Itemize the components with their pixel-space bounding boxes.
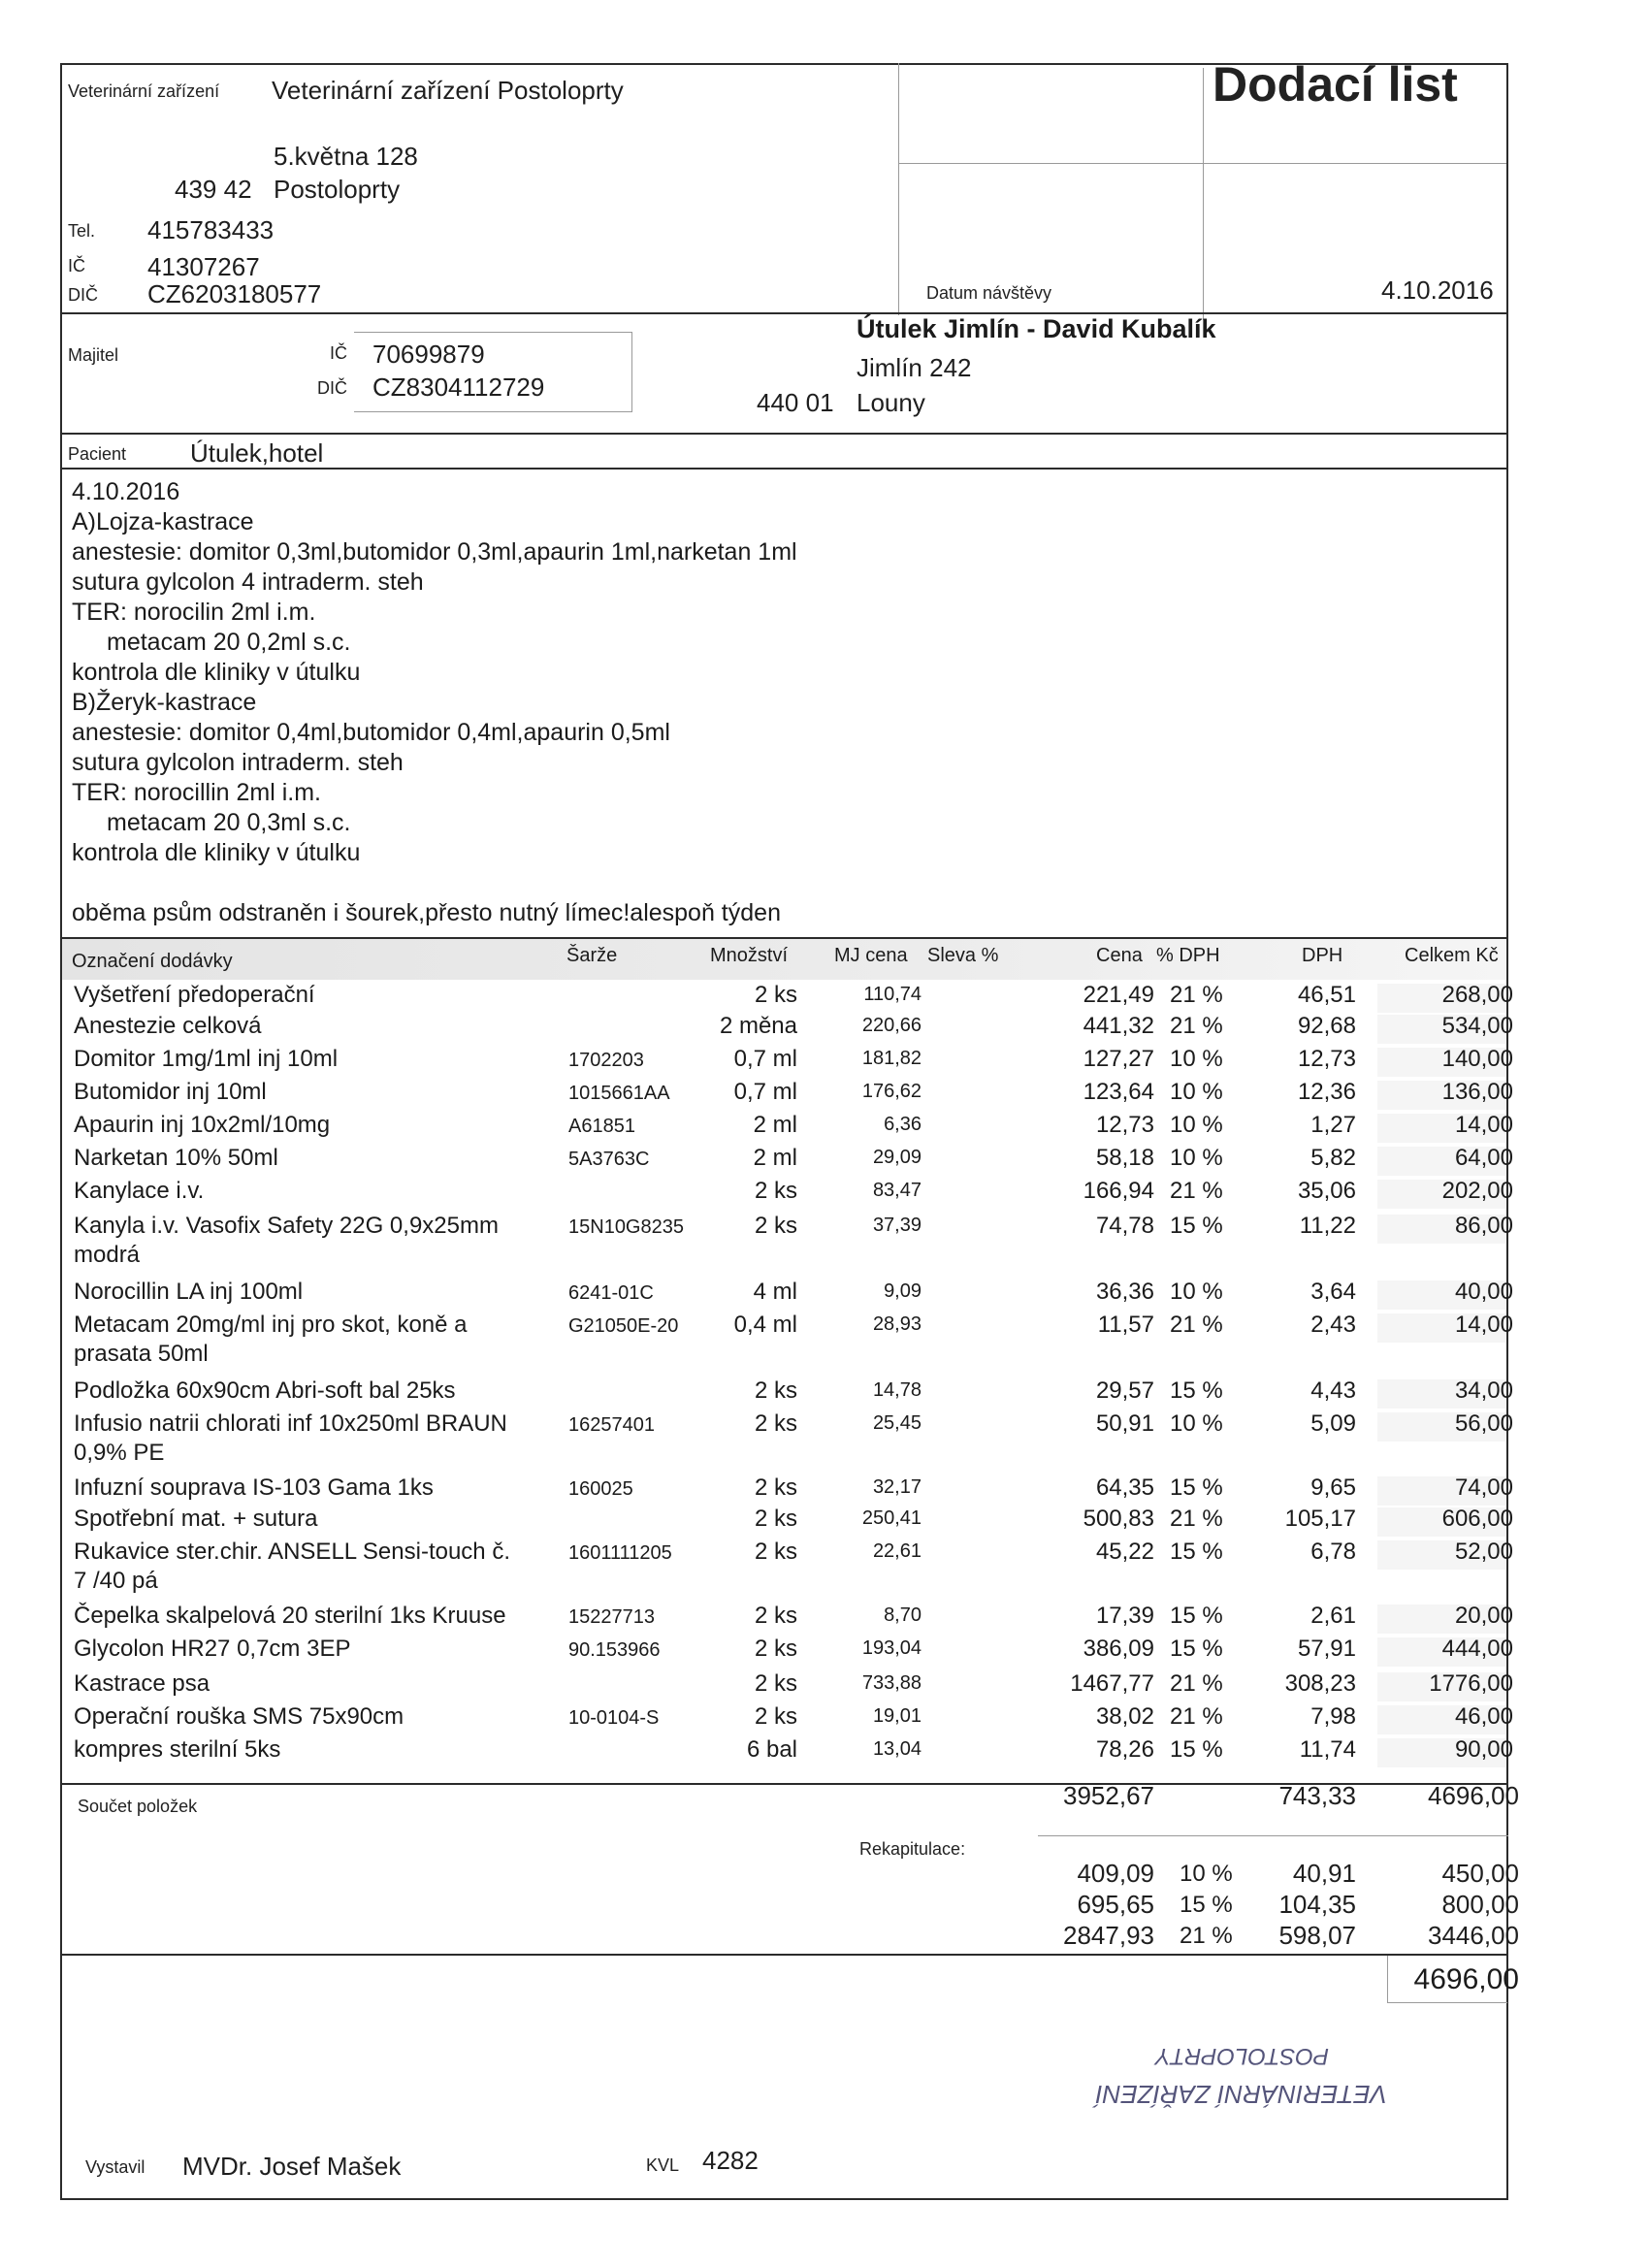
clinic-tel: 415783433: [147, 215, 275, 244]
table-cell-vat: 92,68: [1297, 1013, 1356, 1039]
recap-price: 2847,93: [1063, 1921, 1154, 1950]
kvl-label: KVL: [646, 2155, 680, 2175]
note-line: metacam 20 0,2ml s.c.: [107, 629, 351, 656]
owner-label: Majitel: [68, 345, 119, 365]
table-cell-qty: 2 ks: [754, 1670, 797, 1697]
table-cell-qty: 2 ml: [753, 1145, 797, 1171]
table-cell-name-cont: prasata 50ml: [74, 1341, 209, 1367]
recap-vat-pct: 15 %: [1180, 1892, 1233, 1918]
table-cell-unit-price: 733,88: [861, 1672, 922, 1694]
table-cell-total: 136,00: [1441, 1079, 1513, 1105]
total-cell-bg: [1377, 1379, 1505, 1409]
table-cell-total: 202,00: [1441, 1178, 1513, 1204]
table-cell-unit-price: 22,61: [872, 1540, 922, 1562]
table-cell-vat: 57,91: [1297, 1636, 1356, 1662]
table-cell-qty: 2 ks: [754, 1410, 797, 1437]
total-cell-bg: [1377, 1280, 1505, 1310]
table-cell-vat: 9,65: [1310, 1474, 1356, 1501]
total-cell-bg: [1377, 1604, 1505, 1634]
clinical-notes: [72, 477, 797, 928]
table-cell-total: 14,00: [1454, 1112, 1513, 1138]
table-cell-vat-pct: 10 %: [1170, 1145, 1223, 1171]
owner-ic: 70699879: [372, 340, 485, 369]
table-cell-unit-price: 220,66: [861, 1015, 922, 1036]
clinic-dic-label: DIČ: [68, 285, 98, 305]
table-cell-name-cont: 7 /40 pá: [74, 1568, 158, 1594]
table-cell-vat-pct: 15 %: [1170, 1474, 1223, 1501]
table-cell-unit-price: 9,09: [884, 1280, 922, 1302]
recap-vat: 598,07: [1278, 1921, 1356, 1950]
owner-city: Louny: [857, 388, 925, 417]
table-cell-unit-price: 193,04: [861, 1637, 922, 1659]
table-cell-batch: 6241-01C: [568, 1282, 654, 1304]
recap-vat-pct: 10 %: [1180, 1861, 1233, 1887]
table-cell-vat-pct: 15 %: [1170, 1636, 1223, 1662]
table-cell-vat-pct: 21 %: [1170, 1013, 1223, 1039]
table-cell-unit-price: 176,62: [861, 1081, 922, 1102]
table-cell-qty: 2 ks: [754, 1636, 797, 1662]
table-cell-unit-price: 83,47: [872, 1180, 922, 1201]
note-line: kontrola dle kliniky v útulku: [72, 659, 361, 686]
table-cell-vat: 105,17: [1284, 1506, 1356, 1532]
table-cell-batch: 16257401: [568, 1414, 655, 1436]
table-cell-qty: 2 ks: [754, 982, 797, 1008]
table-cell-vat: 4,43: [1310, 1377, 1356, 1404]
col-header-name: Označení dodávky: [72, 951, 233, 972]
table-cell-vat: 2,43: [1310, 1312, 1356, 1338]
table-cell-name: Narketan 10% 50ml: [74, 1145, 278, 1171]
clinic-ic: 41307267: [147, 252, 260, 281]
table-cell-name: Operační rouška SMS 75x90cm: [74, 1703, 404, 1730]
table-cell-name: Metacam 20mg/ml inj pro skot, koně a: [74, 1312, 468, 1338]
table-cell-vat: 46,51: [1297, 982, 1356, 1008]
table-cell-qty: 2 ks: [754, 1474, 797, 1501]
table-cell-vat-pct: 21 %: [1170, 1178, 1223, 1204]
table-cell-unit-price: 32,17: [872, 1476, 922, 1498]
owner-ic-label: IČ: [330, 343, 347, 363]
table-cell-total: 46,00: [1454, 1703, 1513, 1730]
table-cell-total: 40,00: [1454, 1279, 1513, 1305]
owner-box: [354, 332, 632, 333]
total-cell-bg: [1377, 1637, 1505, 1667]
table-cell-name: Rukavice ster.chir. ANSELL Sensi-touch č.: [74, 1539, 510, 1565]
table-cell-unit-price: 37,39: [872, 1215, 922, 1236]
table-cell-name: Podložka 60x90cm Abri-soft bal 25ks: [74, 1377, 456, 1404]
clinic-label: Veterinární zařízení: [68, 81, 220, 101]
clinic-name: Veterinární zařízení Postoloprty: [272, 76, 624, 105]
note-line: sutura gylcolon 4 intraderm. steh: [72, 568, 424, 596]
table-cell-qty: 2 ks: [754, 1506, 797, 1532]
table-cell-vat-pct: 10 %: [1170, 1112, 1223, 1138]
visit-date: 4.10.2016: [1381, 275, 1494, 305]
table-cell-qty: 2 ks: [754, 1603, 797, 1629]
table-cell-vat-pct: 10 %: [1170, 1410, 1223, 1437]
table-cell-batch: 160025: [568, 1478, 633, 1500]
col-header-vat-pct: % DPH: [1156, 945, 1220, 966]
table-cell-vat: 1,27: [1310, 1112, 1356, 1138]
table-cell-batch: 1015661AA: [568, 1083, 670, 1104]
table-cell-unit-price: 25,45: [872, 1412, 922, 1434]
table-cell-name: Čepelka skalpelová 20 sterilní 1ks Kruuse: [74, 1603, 506, 1629]
table-cell-total: 606,00: [1441, 1506, 1513, 1532]
patient-label: Pacient: [68, 444, 127, 464]
table-cell-name: kompres sterilní 5ks: [74, 1736, 281, 1763]
note-line: sutura gylcolon intraderm. steh: [72, 749, 404, 776]
table-cell-price: 17,39: [1095, 1603, 1154, 1629]
table-cell-vat-pct: 15 %: [1170, 1539, 1223, 1565]
table-cell-vat: 5,82: [1310, 1145, 1356, 1171]
note-line: anestesie: domitor 0,4ml,butomidor 0,4ml,apaurin 0,5ml: [72, 719, 670, 746]
table-cell-unit-price: 14,78: [872, 1379, 922, 1401]
sum-label: Součet položek: [78, 1797, 198, 1816]
table-cell-qty: 2 ks: [754, 1178, 797, 1204]
table-cell-total: 1776,00: [1429, 1670, 1513, 1697]
table-cell-price: 38,02: [1095, 1703, 1154, 1730]
table-cell-price: 221,49: [1083, 982, 1154, 1008]
table-cell-batch: 1702203: [568, 1050, 644, 1071]
table-cell-batch: 90.153966: [568, 1639, 661, 1661]
table-cell-name: Anestezie celková: [74, 1013, 262, 1039]
col-header-unit-price: MJ cena: [834, 945, 908, 966]
visit-date-label: Datum návštěvy: [926, 283, 1052, 303]
table-cell-vat: 11,74: [1299, 1736, 1356, 1763]
table-cell-qty: 2 ml: [753, 1112, 797, 1138]
clinic-tel-label: Tel.: [68, 221, 96, 241]
col-header-batch: Šarže: [566, 945, 618, 966]
table-cell-vat-pct: 21 %: [1170, 982, 1223, 1008]
table-cell-total: 140,00: [1441, 1046, 1513, 1072]
header-line: [60, 312, 1508, 314]
page-title: Dodací list: [1212, 57, 1458, 112]
note-line: oběma psům odstraněn i šourek,přesto nutný límec!alespoň týden: [72, 899, 781, 926]
table-cell-price: 441,32: [1083, 1013, 1154, 1039]
table-cell-price: 64,35: [1095, 1474, 1154, 1501]
owner-box: [354, 411, 632, 412]
table-cell-vat-pct: 15 %: [1170, 1736, 1223, 1763]
table-cell-price: 1467,77: [1070, 1670, 1154, 1697]
table-cell-total: 34,00: [1454, 1377, 1513, 1404]
table-cell-qty: 0,7 ml: [733, 1079, 797, 1105]
total-cell-bg: [1377, 1507, 1505, 1537]
grand-total-line: [60, 1954, 1508, 1956]
table-cell-name: Infuzní souprava IS-103 Gama 1ks: [74, 1474, 434, 1501]
table-cell-price: 78,26: [1095, 1736, 1154, 1763]
table-cell-price: 36,36: [1095, 1279, 1154, 1305]
header-divider: [1203, 68, 1204, 320]
header-divider: [898, 63, 899, 315]
total-cell-bg: [1377, 1738, 1505, 1767]
table-cell-total: 74,00: [1454, 1474, 1513, 1501]
total-cell-bg: [1377, 1705, 1505, 1734]
patient-name: Útulek,hotel: [190, 438, 324, 468]
table-cell-price: 386,09: [1083, 1636, 1154, 1662]
table-cell-qty: 6 bal: [746, 1736, 797, 1763]
frame-bottom: [60, 2198, 1508, 2200]
total-cell-bg: [1377, 1476, 1505, 1506]
table-cell-batch: A61851: [568, 1116, 635, 1137]
note-line: 4.10.2016: [72, 478, 180, 505]
total-cell-bg: [1377, 1672, 1505, 1701]
table-cell-name: Kanyla i.v. Vasofix Safety 22G 0,9x25mm: [74, 1213, 499, 1239]
table-cell-name: Domitor 1mg/1ml inj 10ml: [74, 1046, 339, 1072]
total-cell-bg: [1377, 1540, 1505, 1570]
table-cell-unit-price: 8,70: [884, 1604, 922, 1626]
total-cell-bg: [1377, 1180, 1505, 1209]
table-cell-name: Vyšetření předoperační: [74, 982, 315, 1008]
total-cell-bg: [1377, 1147, 1505, 1176]
table-cell-vat: 2,61: [1310, 1603, 1356, 1629]
total-cell-bg: [1377, 1313, 1505, 1343]
table-cell-price: 123,64: [1083, 1079, 1154, 1105]
note-line: TER: norocillin 2ml i.m.: [72, 779, 321, 806]
table-cell-vat: 5,09: [1310, 1410, 1356, 1437]
table-cell-total: 86,00: [1454, 1213, 1513, 1239]
total-cell-bg: [1377, 1081, 1505, 1110]
table-cell-vat: 308,23: [1284, 1670, 1356, 1697]
recap-total: 3446,00: [1428, 1921, 1519, 1950]
table-cell-name: Glycolon HR27 0,7cm 3EP: [74, 1636, 351, 1662]
stamp-line1: VETERINÁRNÍ ZAŘÍZENÍ: [1095, 2080, 1387, 2109]
recap-vat-pct: 21 %: [1180, 1923, 1233, 1949]
table-cell-batch: 5A3763C: [568, 1149, 650, 1170]
table-cell-total: 90,00: [1454, 1736, 1513, 1763]
table-cell-unit-price: 6,36: [884, 1114, 922, 1135]
table-cell-batch: 10-0104-S: [568, 1707, 660, 1729]
table-cell-vat: 35,06: [1297, 1178, 1356, 1204]
stamp-svg: [1057, 1989, 1406, 2124]
table-cell-qty: 0,7 ml: [733, 1046, 797, 1072]
clinic-dic: CZ6203180577: [147, 279, 322, 308]
recap-total: 450,00: [1441, 1859, 1519, 1888]
table-cell-name: Kastrace psa: [74, 1670, 210, 1697]
stamp-line2: POSTOLOPRTY: [1154, 2043, 1329, 2069]
table-cell-vat: 12,36: [1297, 1079, 1356, 1105]
note-line: [72, 868, 797, 898]
table-cell-unit-price: 13,04: [872, 1738, 922, 1760]
note-line: TER: norocilin 2ml i.m.: [72, 599, 316, 626]
note-line: B)Žeryk-kastrace: [72, 689, 257, 716]
clinic-ic-label: IČ: [68, 256, 85, 275]
table-cell-vat-pct: 10 %: [1170, 1279, 1223, 1305]
recap-total: 800,00: [1441, 1890, 1519, 1919]
table-cell-unit-price: 29,09: [872, 1147, 922, 1168]
clinic-street: 5.května 128: [274, 142, 418, 171]
recap-label: Rekapitulace:: [859, 1839, 966, 1859]
table-cell-vat-pct: 10 %: [1170, 1079, 1223, 1105]
table-cell-price: 500,83: [1083, 1506, 1154, 1532]
recap-vat: 40,91: [1292, 1859, 1356, 1888]
table-cell-qty: 4 ml: [753, 1279, 797, 1305]
table-cell-vat: 11,22: [1299, 1213, 1356, 1239]
sum-price: 3952,67: [1063, 1781, 1154, 1810]
total-cell-bg: [1377, 1215, 1505, 1244]
table-cell-total: 64,00: [1454, 1145, 1513, 1171]
table-cell-price: 29,57: [1095, 1377, 1154, 1404]
table-cell-qty: 2 ks: [754, 1539, 797, 1565]
table-cell-batch: 1601111205: [568, 1542, 672, 1564]
note-line: kontrola dle kliniky v útulku: [72, 839, 361, 866]
table-cell-vat: 3,64: [1310, 1279, 1356, 1305]
recap-price: 695,65: [1077, 1890, 1154, 1919]
owner-zip: 440 01: [757, 388, 834, 417]
table-cell-total: 534,00: [1441, 1013, 1513, 1039]
table-cell-unit-price: 181,82: [861, 1048, 922, 1069]
table-cell-price: 166,94: [1083, 1178, 1154, 1204]
table-cell-vat: 6,78: [1310, 1539, 1356, 1565]
col-header-price: Cena: [1096, 945, 1143, 966]
table-cell-qty: 2 měna: [719, 1013, 797, 1039]
table-cell-name: Butomidor inj 10ml: [74, 1079, 267, 1105]
table-cell-vat-pct: 21 %: [1170, 1703, 1223, 1730]
total-cell-bg: [1377, 984, 1505, 1013]
table-cell-price: 74,78: [1095, 1213, 1154, 1239]
clinic-zip: 439 42: [175, 175, 252, 204]
table-cell-price: 58,18: [1095, 1145, 1154, 1171]
table-cell-vat: 7,98: [1310, 1703, 1356, 1730]
owner-box: [631, 332, 632, 412]
note-line: anestesie: domitor 0,3ml,butomidor 0,3ml,apaurin 1ml,narketan 1ml: [72, 538, 797, 566]
table-cell-name: Infusio natrii chlorati inf 10x250ml BRAUN: [74, 1410, 507, 1437]
note-line: A)Lojza-kastrace: [72, 508, 254, 535]
table-cell-name: Apaurin inj 10x2ml/10mg: [74, 1112, 331, 1138]
owner-street: Jimlín 242: [857, 353, 972, 382]
total-cell-bg: [1377, 1048, 1505, 1077]
table-cell-unit-price: 28,93: [872, 1313, 922, 1335]
table-cell-total: 14,00: [1454, 1312, 1513, 1338]
sum-total: 4696,00: [1428, 1781, 1519, 1810]
table-cell-price: 127,27: [1083, 1046, 1154, 1072]
kvl-number: 4282: [702, 2146, 759, 2175]
table-cell-vat-pct: 21 %: [1170, 1506, 1223, 1532]
col-header-total: Celkem Kč: [1405, 945, 1499, 966]
clinic-stamp: [1057, 1989, 1406, 2124]
table-cell-vat-pct: 10 %: [1170, 1046, 1223, 1072]
total-cell-bg: [1377, 1015, 1505, 1044]
table-cell-total: 444,00: [1441, 1636, 1513, 1662]
clinic-city: Postoloprty: [274, 175, 401, 204]
table-cell-name-cont: 0,9% PE: [74, 1440, 165, 1466]
table-cell-qty: 0,4 ml: [733, 1312, 797, 1338]
col-header-vat: DPH: [1302, 945, 1343, 966]
recap-price: 409,09: [1077, 1859, 1154, 1888]
col-header-discount: Sleva %: [927, 945, 999, 966]
table-cell-qty: 2 ks: [754, 1703, 797, 1730]
table-cell-total: 52,00: [1454, 1539, 1513, 1565]
owner-name: Útulek Jimlín - David Kubalík: [857, 314, 1216, 343]
table-cell-total: 268,00: [1441, 982, 1513, 1008]
table-cell-unit-price: 110,74: [863, 984, 922, 1005]
table-cell-price: 45,22: [1095, 1539, 1154, 1565]
recap-vat: 104,35: [1278, 1890, 1356, 1919]
table-cell-name-cont: modrá: [74, 1242, 141, 1268]
table-cell-vat-pct: 15 %: [1170, 1213, 1223, 1239]
grand-total: 4696,00: [1413, 1963, 1519, 1995]
table-cell-vat-pct: 21 %: [1170, 1670, 1223, 1697]
table-cell-unit-price: 250,41: [861, 1507, 922, 1529]
table-cell-price: 11,57: [1097, 1312, 1154, 1338]
table-cell-qty: 2 ks: [754, 1377, 797, 1404]
table-cell-vat-pct: 15 %: [1170, 1377, 1223, 1404]
owner-dic: CZ8304112729: [372, 373, 545, 402]
owner-line: [60, 433, 1508, 435]
table-cell-batch: G21050E-20: [568, 1315, 679, 1337]
table-cell-name: Norocillin LA inj 100ml: [74, 1279, 304, 1305]
issued-label: Vystavil: [85, 2157, 146, 2177]
note-line: metacam 20 0,3ml s.c.: [107, 809, 351, 836]
sum-vat: 743,33: [1278, 1781, 1356, 1810]
table-cell-vat-pct: 21 %: [1170, 1312, 1223, 1338]
issued-by: MVDr. Josef Mašek: [182, 2152, 402, 2181]
sum-divider: [1038, 1835, 1508, 1836]
table-cell-unit-price: 19,01: [872, 1705, 922, 1727]
total-cell-bg: [1377, 1114, 1505, 1143]
table-cell-name: Spotřební mat. + sutura: [74, 1506, 318, 1532]
patient-line: [60, 468, 1508, 470]
table-cell-price: 12,73: [1095, 1112, 1154, 1138]
table-cell-price: 50,91: [1095, 1410, 1154, 1437]
table-cell-name: Kanylace i.v.: [74, 1178, 205, 1204]
table-cell-vat-pct: 15 %: [1170, 1603, 1223, 1629]
table-cell-qty: 2 ks: [754, 1213, 797, 1239]
table-cell-batch: 15227713: [568, 1606, 655, 1628]
table-cell-vat: 12,73: [1297, 1046, 1356, 1072]
owner-dic-label: DIČ: [317, 378, 347, 398]
col-header-qty: Množství: [710, 945, 789, 966]
frame-left: [60, 63, 62, 2200]
table-cell-total: 20,00: [1454, 1603, 1513, 1629]
table-cell-total: 56,00: [1454, 1410, 1513, 1437]
table-cell-batch: 15N10G8235: [568, 1216, 684, 1238]
total-cell-bg: [1377, 1412, 1505, 1442]
